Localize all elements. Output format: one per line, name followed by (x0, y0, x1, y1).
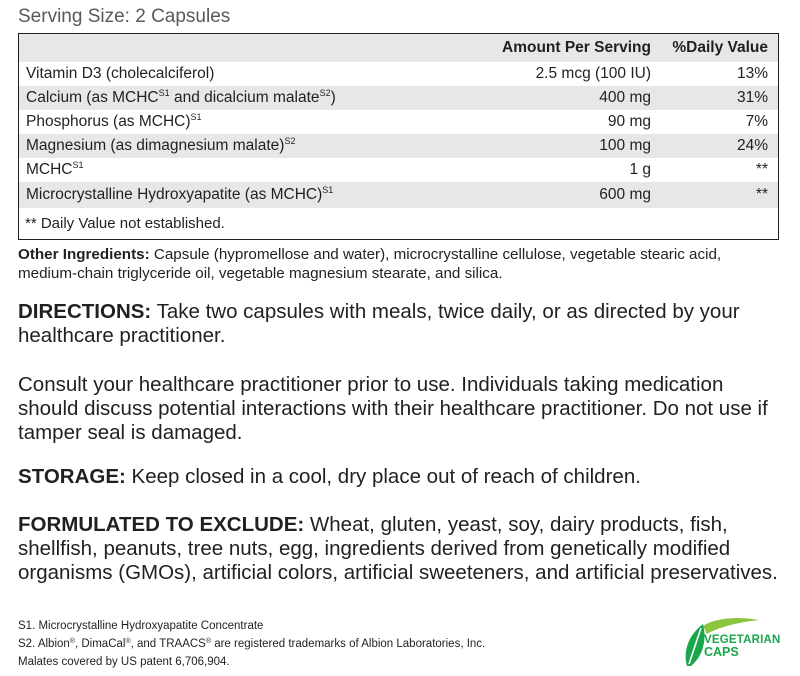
nutrient-name: Phosphorus (as MCHC)$^{S1}$ (26, 112, 202, 130)
nutrient-dv: 13% (736, 65, 768, 82)
nutrient-amount: 400 mg (599, 89, 651, 106)
nutrient-name: $MCHC^{S1}$ (26, 160, 84, 178)
directions-text: Take two capsules with meals, twice daily, or as directed by your healthcare practitioner. (18, 300, 740, 347)
nutrient-dv: ** (755, 161, 768, 178)
directions-label: DIRECTIONS: (18, 300, 152, 323)
supplement-facts-table (18, 33, 779, 240)
header-daily-value: %Daily Value (672, 39, 768, 56)
nutrient-amount: 2.5 mcg (100 IU) (535, 65, 651, 82)
footnotes (18, 617, 485, 671)
nutrient-name: Calcium (as $MCHC^{S1}$ and dicalcium malate$^{S2}$) (26, 88, 336, 106)
nutrient-amount: 600 mg (599, 186, 651, 203)
footnote-s2: S2. Albion®, DimaCal®, and TRAACS® are registered trademarks of Albion Laboratories, Inc. (18, 638, 486, 650)
other-ingredients-text: Capsule (hypromellose and water), microcrystalline cellulose, vegetable stearic acid, medium-chain triglyceride oil, vegetable magnesium stearate, and silica. (18, 246, 722, 282)
nutrient-dv: ** (755, 186, 768, 203)
nutrient-name: Microcrystalline Hydroxyapatite (as MCHC)$^{S1}$ (26, 185, 334, 203)
other-ingredients (18, 245, 780, 283)
serving-size: Serving Size: 2 Capsules (18, 6, 231, 27)
header-amount: Amount Per Serving (502, 39, 651, 56)
storage (18, 465, 780, 489)
badge-line2: CAPS (704, 645, 739, 659)
footnote-patent: Malates covered by US patent 6,706,904. (18, 656, 230, 668)
nutrient-dv: 7% (745, 113, 768, 130)
nutrient-dv: 24% (736, 137, 768, 154)
nutrient-amount: 100 mg (599, 137, 651, 154)
nutrient-dv: 31% (736, 89, 768, 106)
storage-text: Keep closed in a cool, dry place out of reach of children. (125, 465, 641, 488)
daily-value-note: ** Daily Value not established. (25, 215, 225, 232)
table-header (19, 34, 778, 62)
footnote-s1: S1. Microcrystalline Hydroxyapatite Concentrate (18, 620, 264, 632)
table-row (19, 134, 778, 158)
table-row (19, 158, 778, 182)
nutrient-amount: 90 mg (607, 113, 651, 130)
nutrient-name: Vitamin D3 (cholecalciferol) (26, 65, 215, 82)
table-row (19, 62, 778, 86)
directions (18, 300, 780, 348)
nutrient-amount: 1 g (629, 161, 651, 178)
formulated-to-exclude (18, 513, 780, 585)
table-row (19, 182, 778, 208)
exclude-text: Wheat, gluten, yeast, soy, dairy products, fish, shellfish, peanuts, tree nuts, egg, ingredients derived from genetically modified organisms (GMOs), artificial colors, artificial sweeteners, and artificial preservatives. (18, 513, 778, 584)
consult-warning: Consult your healthcare practitioner prior to use. Individuals taking medication should discuss potential interactions with their healthcare practitioner. Do not use if tamper seal is damaged. (18, 373, 768, 444)
nutrient-name: Magnesium (as dimagnesium malate)$^{S2}$ (26, 136, 296, 154)
other-ingredients-label: Other Ingredients: (18, 246, 150, 263)
storage-label: STORAGE: (18, 465, 126, 488)
table-row (19, 86, 778, 110)
table-row (19, 110, 778, 134)
badge-line1: VEGETARIAN (704, 634, 781, 646)
exclude-label: FORMULATED TO EXCLUDE: (18, 513, 305, 536)
